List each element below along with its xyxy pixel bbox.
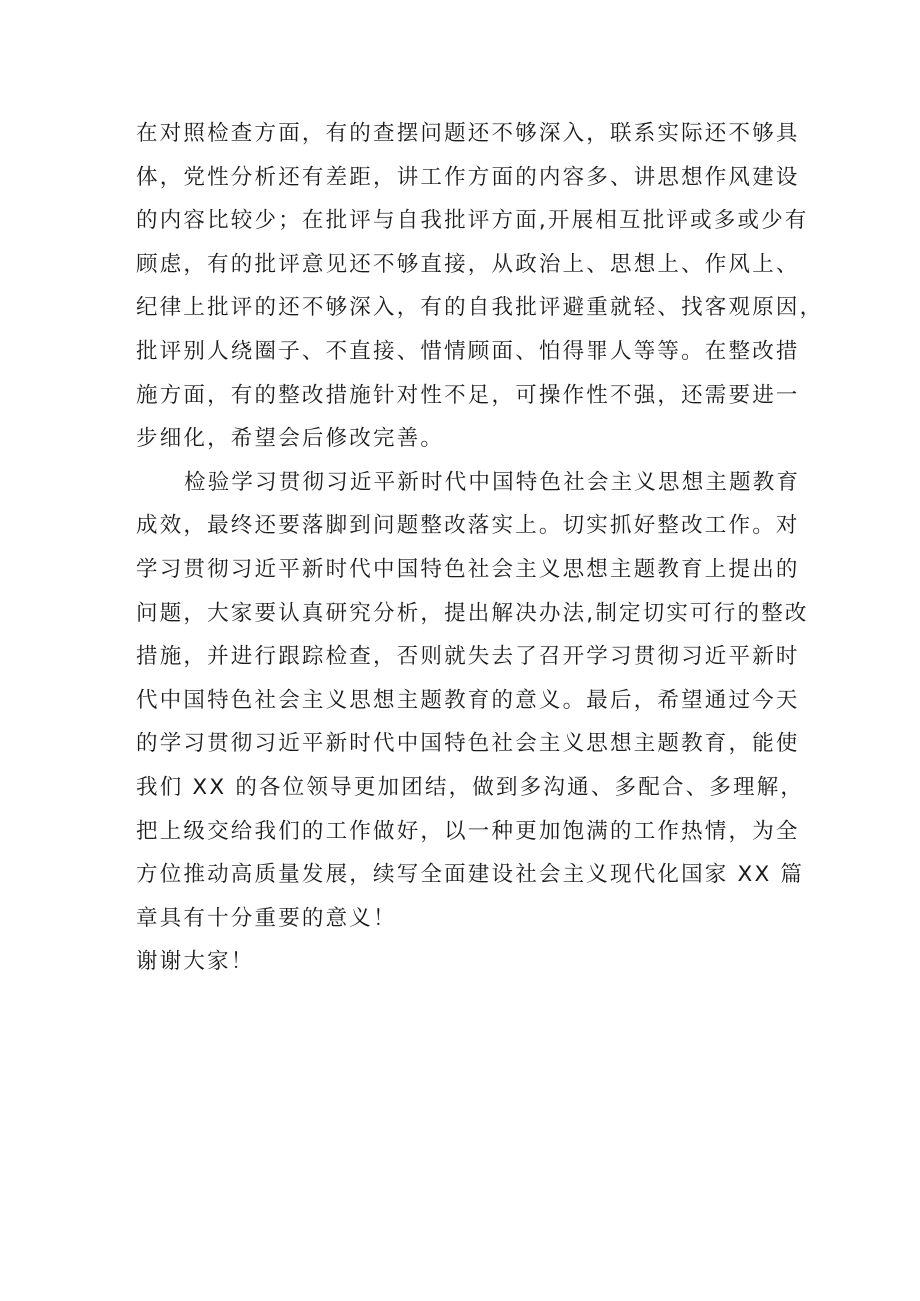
paragraph-line: 体，党性分析还有差距，讲工作方面的内容多、讲思想作风建设: [136, 164, 800, 190]
paragraph-line: 的学习贯彻习近平新时代中国特色社会主义思想主题教育，能使: [136, 731, 800, 757]
paragraph-line: 的内容比较少；在批评与自我批评方面,开展相互批评或多或少有: [136, 208, 809, 234]
paragraph-2: [136, 461, 809, 941]
paragraph-line: 我们 XX 的各位领导更加团结，做到多沟通、多配合、多理解，: [136, 774, 805, 800]
paragraph-line: 代中国特色社会主义思想主题教育的意义。最后，希望通过今天: [136, 687, 800, 713]
paragraph-line: 成效，最终还要落脚到问题整改落实上。切实抓好整改工作。对: [136, 513, 800, 539]
paragraph-1: [136, 112, 824, 461]
document-body: [136, 112, 824, 984]
paragraph-line: 检验学习贯彻习近平新时代中国特色社会主义思想主题教育: [184, 469, 801, 495]
paragraph-line: 在对照检查方面，有的查摆问题还不够深入，联系实际还不够具: [136, 121, 800, 146]
paragraph-line: 顾虑，有的批评意见还不够直接，从政治上、思想上、作风上、: [136, 251, 800, 277]
paragraph-line: 把上级交给我们的工作做好，以一种更加饱满的工作热情，为全: [136, 818, 800, 844]
paragraph-line: 措施，并进行跟踪检查，否则就失去了召开学习贯彻习近平新时: [136, 644, 800, 670]
paragraph-line: 步细化，希望会后修改完善。: [136, 426, 445, 452]
paragraph-line: 学习贯彻习近平新时代中国特色社会主义思想主题教育上提出的: [136, 556, 800, 582]
paragraph-line: 批评别人绕圈子、不直接、惜情顾面、怕得罪人等等。在整改措: [136, 338, 800, 364]
paragraph-line: 方位推动高质量发展，续写全面建设社会主义现代化国家 XX 篇: [136, 862, 805, 888]
paragraph-line: 章具有十分重要的意义！: [136, 905, 397, 931]
paragraph-line: 施方面，有的整改措施针对性不足，可操作性不强，还需要进一: [136, 382, 800, 408]
closing-line: 谢谢大家！: [136, 949, 255, 975]
paragraph-line: 纪律上批评的还不够深入，有的自我批评避重就轻、找客观原因，: [136, 295, 824, 321]
paragraph-line: 问题，大家要认真研究分析，提出解决办法,制定切实可行的整改: [136, 600, 809, 626]
